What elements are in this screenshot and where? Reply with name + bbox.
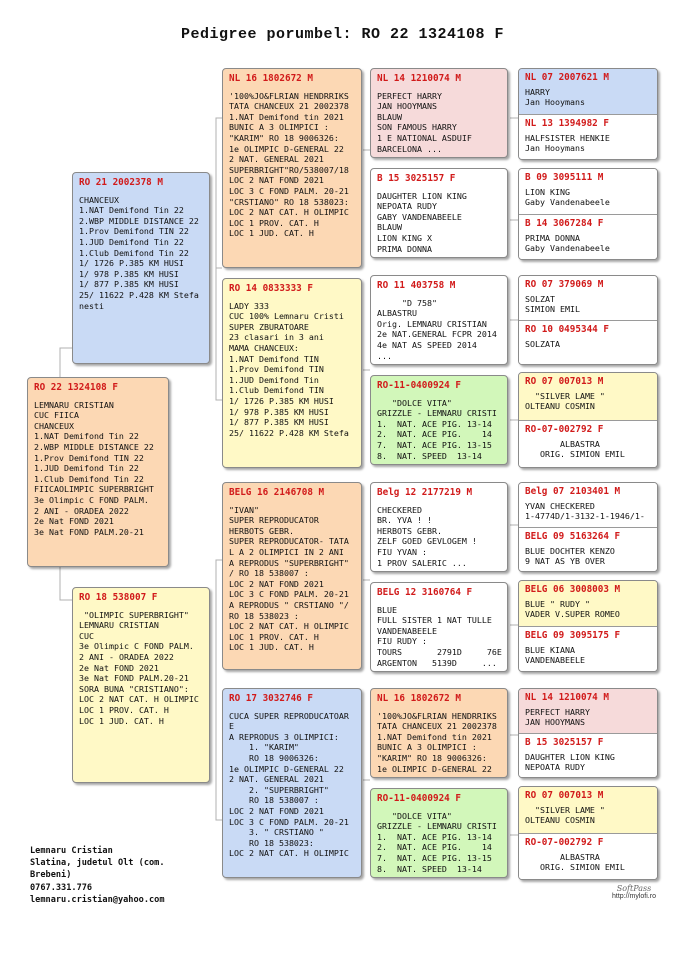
detail-line: JAN HOOYMANS — [525, 717, 585, 728]
detail-line: BLAUW — [377, 111, 402, 122]
detail-line: CUCA SUPER REPRODUCATOAR — [229, 710, 349, 721]
bird-ring: RO 07 379069 M — [525, 279, 604, 290]
gen4-pair-5[interactable] — [518, 482, 658, 572]
detail-line: BLUE " RUDY " — [525, 598, 590, 609]
detail-line: "D 758" — [377, 297, 437, 308]
detail-line: CUC — [79, 630, 94, 641]
detail-line: LOC 2 NAT FOND 2021 — [229, 805, 324, 816]
detail-line: BUNIC A 3 OLIMPICI : — [377, 742, 477, 753]
bird-ring: Belg 07 2103401 M — [525, 486, 621, 497]
detail-line: VADER V.SUPER ROMEO — [525, 609, 620, 620]
detail-line: 23 clasari in 3 ani — [229, 332, 324, 343]
detail-line: SON FAMOUS HARRY — [377, 122, 457, 133]
detail-line: LOC 1 JUD. CAT. H — [229, 228, 314, 239]
detail-line: OLTEANU COSMIN — [525, 401, 595, 412]
detail-line: 2e Nat FOND 2021 — [34, 516, 114, 527]
detail-line: 1.JUD Demifond Tin 22 — [34, 463, 139, 474]
bird-ring: NL 16 1802672 M — [377, 693, 461, 704]
detail-line: 8. NAT. SPEED 13-14 — [377, 863, 482, 874]
gen3-card-2[interactable] — [370, 168, 508, 258]
detail-line: SOLZATA — [525, 338, 560, 349]
detail-line: "DOLCE VITA" — [377, 397, 452, 408]
detail-line: 2 ANI - ORADEA 2022 — [79, 651, 174, 662]
detail-line: 1. NAT. ACE PIG. 13-14 — [377, 418, 492, 429]
detail-line: JAN HOOYMANS — [377, 101, 437, 112]
granddam-maternal-card[interactable] — [222, 688, 362, 878]
detail-line: 2 ANI - ORADEA 2022 — [34, 505, 129, 516]
detail-line: SOLZAT — [525, 293, 555, 304]
detail-line: DAUGHTER LION KING — [525, 751, 615, 762]
detail-line: 3e Olimpic C FOND PALM. — [79, 641, 194, 652]
detail-line: LOC 1 PROV. CAT. H — [229, 217, 319, 228]
detail-line: 2. "SUPERBRIGHT" — [229, 784, 329, 795]
detail-line: ALBASTRA — [525, 851, 600, 862]
page-title: Pedigree porumbel: RO 22 1324108 F — [180, 26, 505, 43]
detail-line: 7. NAT. ACE PIG. 13-15 — [377, 439, 492, 450]
detail-line: LOC 3 C FOND PALM. 20-21 — [229, 185, 349, 196]
detail-line: LOC 2 NAT CAT. H OLIMPIC — [229, 848, 349, 859]
owner-address: Brebeni) — [30, 870, 72, 881]
bird-ring: RO 17 3032746 F — [229, 693, 313, 704]
detail-line: HALFSISTER HENKIE — [525, 132, 610, 143]
gen4-sire — [519, 373, 657, 420]
detail-line: CHANCEUX — [79, 194, 119, 205]
detail-line: LOC 2 NAT CAT. H OLIMPIC — [79, 694, 199, 705]
detail-line: CUC FIICA — [34, 410, 79, 421]
detail-line: L A 2 OLIMPICI IN 2 ANI — [229, 546, 344, 557]
detail-line: LOC 3 C FOND PALM. 20-21 — [229, 589, 349, 600]
detail-line: "SILVER LAME " — [525, 390, 605, 401]
detail-line: SUPER ZBURATOARE — [229, 321, 309, 332]
detail-line: "DOLCE VITA" — [377, 810, 452, 821]
detail-line: MAMA CHANCEUX: — [229, 342, 299, 353]
detail-line: 1/ 877 P.385 KM HUSI — [79, 279, 179, 290]
grandsire-maternal-card[interactable] — [222, 482, 362, 670]
detail-line: RO 18 9006326: — [229, 752, 319, 763]
bird-ring: NL 16 1802672 M — [229, 73, 313, 84]
gen4-pair-1[interactable] — [518, 68, 658, 160]
detail-line: 1 E NATIONAL ASDUIF — [377, 132, 472, 143]
detail-line: 1 PROV SALERIC ... — [377, 557, 467, 568]
gen4-pair-4[interactable] — [518, 372, 658, 468]
bird-ring: RO 07 007013 M — [525, 376, 604, 387]
detail-line: 1/ 978 P.385 KM HUSI — [229, 406, 329, 417]
detail-line: 2 NAT. GENERAL 2021 — [229, 154, 324, 165]
mother-card[interactable] — [72, 587, 210, 783]
detail-line: 1.JUD Demifond Tin — [229, 374, 319, 385]
bird-ring: BELG 09 5163264 F — [525, 531, 621, 542]
detail-line: DAUGHTER LION KING — [377, 190, 467, 201]
logo-signature: SoftPass — [616, 884, 652, 893]
owner-email[interactable]: lemnaru.cristian@yahoo.com — [30, 894, 165, 905]
detail-line: LOC 1 PROV. CAT. H — [79, 704, 169, 715]
detail-line: LADY 333 — [229, 300, 269, 311]
gen4-dam — [519, 320, 657, 364]
gen4-sire — [519, 787, 657, 833]
gen4-dam — [519, 733, 657, 777]
detail-line: LION KING — [525, 186, 570, 197]
gen4-sire — [519, 689, 657, 733]
detail-line: RO 18 538023 : — [229, 610, 299, 621]
detail-line: 1.NAT Demifond Tin 22 — [34, 431, 139, 442]
gen4-dam — [519, 527, 657, 571]
detail-line: 2 NAT. GENERAL 2021 — [229, 774, 324, 785]
detail-line: PRIMA DONNA — [525, 232, 580, 243]
detail-line: LION KING X — [377, 232, 432, 243]
bird-ring: B 15 3025157 F — [377, 173, 456, 184]
bird-ring: RO-11-0400924 F — [377, 380, 461, 391]
gen4-pair-6[interactable] — [518, 580, 658, 672]
detail-line: NEPOATA RUDY — [525, 762, 585, 773]
detail-line: BLUE DOCHTER KENZO — [525, 545, 615, 556]
detail-line: Jan Hooymans — [525, 97, 585, 108]
gen4-sire — [519, 169, 657, 214]
detail-line: 1/ 877 P.385 KM HUSI — [229, 417, 329, 428]
gen3-card-1[interactable] — [370, 68, 508, 158]
detail-line: 2e NAT.GENERAL FCPR 2014 — [377, 329, 497, 340]
detail-line: 2. NAT. ACE PIG. 14 — [377, 429, 492, 440]
detail-line: LOC 1 JUD. CAT. H — [79, 715, 164, 726]
detail-line: LOC 2 NAT FOND 2021 — [229, 578, 324, 589]
detail-line: 4e NAT AS SPEED 2014 — [377, 339, 477, 350]
gen4-dam — [519, 626, 657, 671]
gen4-pair-2[interactable] — [518, 168, 658, 260]
detail-line: FULL SISTER 1 NAT TULLE — [377, 615, 492, 626]
detail-line: FIICAOLIMPIC SUPERBRIGHT — [34, 484, 154, 495]
detail-line: 1e OLIMPIC D-GENERAL 22 — [229, 763, 344, 774]
gen3-card-7[interactable] — [370, 688, 508, 778]
bird-ring: BELG 16 2146708 M — [229, 487, 325, 498]
gen4-dam — [519, 214, 657, 259]
detail-line: FIU YVAN : — [377, 546, 427, 557]
detail-line: TATA CHANCEUX 21 2002378 — [229, 101, 349, 112]
detail-line: Gaby Vandenabeele — [525, 243, 610, 254]
site-logo[interactable] — [608, 884, 660, 900]
detail-line: NEPOATA RUDY — [377, 201, 437, 212]
detail-line: '100%JO&FLRIAN HENDRRIKS — [377, 710, 497, 721]
detail-line: FIU RUDY : — [377, 636, 427, 647]
detail-line: 3e Olimpic C FOND PALM. — [34, 494, 149, 505]
detail-line: LOC 1 JUD. CAT. H — [229, 642, 314, 653]
bird-ring: RO-11-0400924 F — [377, 793, 461, 804]
detail-line: 1/ 1726 P.385 KM HUSI — [79, 258, 184, 269]
detail-line: GRIZZLE - LEMNARU CRISTI — [377, 408, 497, 419]
detail-line: / RO 18 538007 : — [229, 568, 309, 579]
detail-line: "CRSTIANO" RO 18 538023: — [229, 196, 349, 207]
detail-line: 2. NAT. ACE PIG. 14 — [377, 842, 492, 853]
detail-line: RO 18 538023: — [229, 837, 314, 848]
father-ring: RO 21 2002378 M — [79, 177, 163, 188]
detail-line: OLTEANU COSMIN — [525, 815, 595, 826]
mother-ring: RO 18 538007 F — [79, 592, 158, 603]
detail-line: VANDENABEELE — [525, 655, 585, 666]
owner-name: Lemnaru Cristian — [30, 846, 113, 856]
bird-ring: B 15 3025157 F — [525, 737, 604, 748]
detail-line: HERBOTS GEBR. — [377, 525, 442, 536]
detail-line: 3e Nat FOND PALM.20-21 — [34, 526, 144, 537]
detail-line: LOC 2 NAT CAT. H OLIMPIC — [229, 621, 349, 632]
detail-line: LOC 1 PROV. CAT. H — [229, 631, 319, 642]
bird-ring: RO 07 007013 M — [525, 790, 604, 801]
gen3-card-4[interactable] — [370, 375, 508, 465]
detail-line: 25/ 11622 P.428 KM Stefa — [229, 427, 349, 438]
detail-line: "SILVER LAME " — [525, 804, 605, 815]
detail-line: 25/ 11622 P.428 KM Stefa — [79, 289, 199, 300]
detail-line: 3. " CRSTIANO " — [229, 827, 324, 838]
detail-line: SUPER REPRODUCATOR — [229, 515, 319, 526]
detail-line: 1.Prov Demifond TIN 22 — [34, 452, 144, 463]
detail-line: ORIG. SIMION EMIL — [525, 862, 625, 873]
detail-line: SUPERBRIGHT"RO/538007/18 — [229, 164, 349, 175]
gen3-card-3[interactable] — [370, 275, 508, 365]
gen4-sire — [519, 483, 657, 527]
detail-line: BLAUW — [377, 222, 402, 233]
detail-line: A REPRODUS " CRSTIANO "/ — [229, 599, 349, 610]
detail-line: 1.Prov Demifond TIN 22 — [79, 226, 189, 237]
owner-phone[interactable]: 0767.331.776 — [30, 882, 93, 893]
gen4-sire — [519, 581, 657, 626]
detail-line: 2.WBP MIDDLE DISTANCE 22 — [34, 441, 154, 452]
bird-ring: B 14 3067284 F — [525, 218, 604, 229]
bird-ring: BELG 12 3160764 F — [377, 587, 473, 598]
bird-ring: RO 10 0495344 F — [525, 324, 609, 335]
gen4-sire — [519, 69, 657, 114]
gen4-dam — [519, 114, 657, 159]
detail-line: '100%JO&FLRIAN HENDRRIKS — [229, 90, 349, 101]
gen3-card-8[interactable] — [370, 788, 508, 878]
detail-line: SORA BUNA "CRISTIANO": — [79, 683, 189, 694]
gen4-dam — [519, 833, 657, 879]
detail-line: TOURS 2791D 76E — [377, 646, 502, 657]
bird-ring: RO 11 403758 M — [377, 280, 456, 291]
detail-line: ARGENTON 5139D ... — [377, 657, 497, 668]
detail-line: 2.WBP MIDDLE DISTANCE 22 — [79, 215, 199, 226]
father-card[interactable] — [72, 172, 210, 364]
detail-line: A REPRODUS 3 OLIMPICI: — [229, 731, 339, 742]
detail-line: 1. "KARIM" — [229, 742, 299, 753]
detail-line: 9 NAT AS YB OVER — [525, 556, 605, 567]
detail-line: 1.Club Demifond Tin 22 — [34, 473, 144, 484]
main-bird-card[interactable] — [27, 377, 169, 567]
detail-line: E — [229, 721, 234, 732]
detail-line: BLUE KIANA — [525, 644, 575, 655]
gen3-card-6[interactable] — [370, 582, 508, 672]
gen4-pair-3[interactable] — [518, 275, 658, 365]
detail-line: PRIMA DONNA — [377, 243, 432, 254]
detail-line: LEMNARU CRISTIAN — [79, 620, 159, 631]
detail-line: nesti — [79, 300, 104, 311]
detail-line: CUC 100% Lemnaru Cristi — [229, 311, 344, 322]
detail-line: 1/ 1726 P.385 KM HUSI — [229, 395, 334, 406]
detail-line: LOC 2 NAT CAT. H OLIMPIC — [229, 207, 349, 218]
detail-line: LOC 3 C FOND PALM. 20-21 — [229, 816, 349, 827]
bird-ring: NL 14 1210074 M — [525, 692, 609, 703]
bird-ring: Belg 12 2177219 M — [377, 487, 473, 498]
detail-line: 1.NAT Demifond tin 2021 — [377, 731, 492, 742]
detail-line: 1.Club Demifond Tin 22 — [79, 247, 189, 258]
detail-line: HARRY — [525, 86, 550, 97]
detail-line: 7. NAT. ACE PIG. 13-15 — [377, 852, 492, 863]
detail-line: VANDENABEELE — [377, 625, 437, 636]
detail-line: SUPER REPRODUCATOR- TATA — [229, 536, 349, 547]
detail-line: BUNIC A 3 OLIMPICI : — [229, 122, 329, 133]
detail-line: ORIG. SIMION EMIL — [525, 449, 625, 460]
detail-line: Jan Hooymans — [525, 143, 585, 154]
detail-line: 1e OLIMPIC D-GENERAL 22 — [229, 143, 344, 154]
detail-line: ... — [377, 350, 392, 361]
detail-line: 1.JUD Demifond Tin 22 — [79, 236, 184, 247]
detail-line: BLUE — [377, 604, 397, 615]
detail-line: BR. YVA ! ! — [377, 515, 432, 526]
detail-line: ALBASTRA — [525, 438, 600, 449]
bird-ring: NL 14 1210074 M — [377, 73, 461, 84]
detail-line: GABY VANDENABEELE — [377, 211, 462, 222]
detail-line: 1-4774D/1-3132-1-1946/1- — [525, 511, 645, 522]
bird-ring: BELG 06 3008003 M — [525, 584, 621, 595]
detail-line: 1. NAT. ACE PIG. 13-14 — [377, 831, 492, 842]
detail-line: 1.Prov Demifond TIN — [229, 364, 324, 375]
grandsire-paternal-card[interactable] — [222, 68, 362, 268]
detail-line: 1.Club Demifond TIN — [229, 385, 324, 396]
detail-line: 8. NAT. SPEED 13-14 — [377, 450, 482, 461]
bird-ring: NL 13 1394982 F — [525, 118, 609, 129]
gen3-card-5[interactable] — [370, 482, 508, 572]
gen4-dam — [519, 420, 657, 467]
detail-line: "OLIMPIC SUPERBRIGHT" — [79, 609, 189, 620]
detail-line: 2e Nat FOND 2021 — [79, 662, 159, 673]
detail-line: 1.NAT Demifond TIN — [229, 353, 319, 364]
gen4-pair-7[interactable] — [518, 688, 658, 778]
main-bird-details — [34, 400, 163, 538]
detail-line: Orig. LEMNARU CRISTIAN — [377, 318, 487, 329]
owner-contact — [30, 845, 165, 906]
bird-ring: RO-07-002792 F — [525, 837, 604, 848]
bird-ring: B 09 3095111 M — [525, 172, 604, 183]
detail-line: GRIZZLE - LEMNARU CRISTI — [377, 821, 497, 832]
detail-line: LEMNARU CRISTIAN — [34, 399, 114, 410]
detail-line: SIMION EMIL — [525, 304, 580, 315]
detail-line: HERBOTS GEBR. — [229, 525, 294, 536]
detail-line: 1.NAT Demifond Tin 22 — [79, 205, 184, 216]
detail-line: "IVAN" — [229, 504, 259, 515]
owner-address: Slatina, judetul Olt (com. — [30, 858, 165, 869]
detail-line: LOC 2 NAT FOND 2021 — [229, 175, 324, 186]
detail-line: A REPRODUS "SUPERBRIGHT" — [229, 557, 349, 568]
bird-ring: RO-07-002792 F — [525, 424, 604, 435]
detail-line: 3e Nat FOND PALM.20-21 — [79, 673, 189, 684]
detail-line: YVAN CHECKERED — [525, 500, 595, 511]
detail-line: PERFECT HARRY — [525, 706, 590, 717]
detail-line: "KARIM" RO 18 9006326: — [229, 132, 339, 143]
detail-line: ALBASTRU — [377, 308, 417, 319]
detail-line: Gaby Vandenabeele — [525, 197, 610, 208]
detail-line: RO 18 538007 : — [229, 795, 319, 806]
main-bird-ring: RO 22 1324108 F — [34, 382, 118, 393]
detail-line: 1.NAT Demifond tin 2021 — [229, 111, 344, 122]
bird-ring: NL 07 2007621 M — [525, 72, 609, 83]
detail-line: CHECKERED — [377, 504, 422, 515]
granddam-paternal-card[interactable] — [222, 278, 362, 468]
detail-line: PERFECT HARRY — [377, 90, 442, 101]
logo-url[interactable]: http://mylofi.ro — [612, 893, 656, 900]
detail-line: 1e OLIMPIC D-GENERAL 22 — [377, 763, 492, 774]
bird-ring: RO 14 0833333 F — [229, 283, 313, 294]
detail-line: CHANCEUX — [34, 420, 74, 431]
gen4-pair-8[interactable] — [518, 786, 658, 880]
detail-line: ZELF GOED GEVLOGEM ! — [377, 536, 477, 547]
gen4-sire — [519, 276, 657, 320]
detail-line: BARCELONA ... — [377, 143, 442, 154]
detail-line: "KARIM" RO 18 9006326: — [377, 752, 487, 763]
detail-line: 1/ 978 P.385 KM HUSI — [79, 268, 179, 279]
detail-line: TATA CHANCEUX 21 2002378 — [377, 721, 497, 732]
bird-ring: BELG 09 3095175 F — [525, 630, 621, 641]
